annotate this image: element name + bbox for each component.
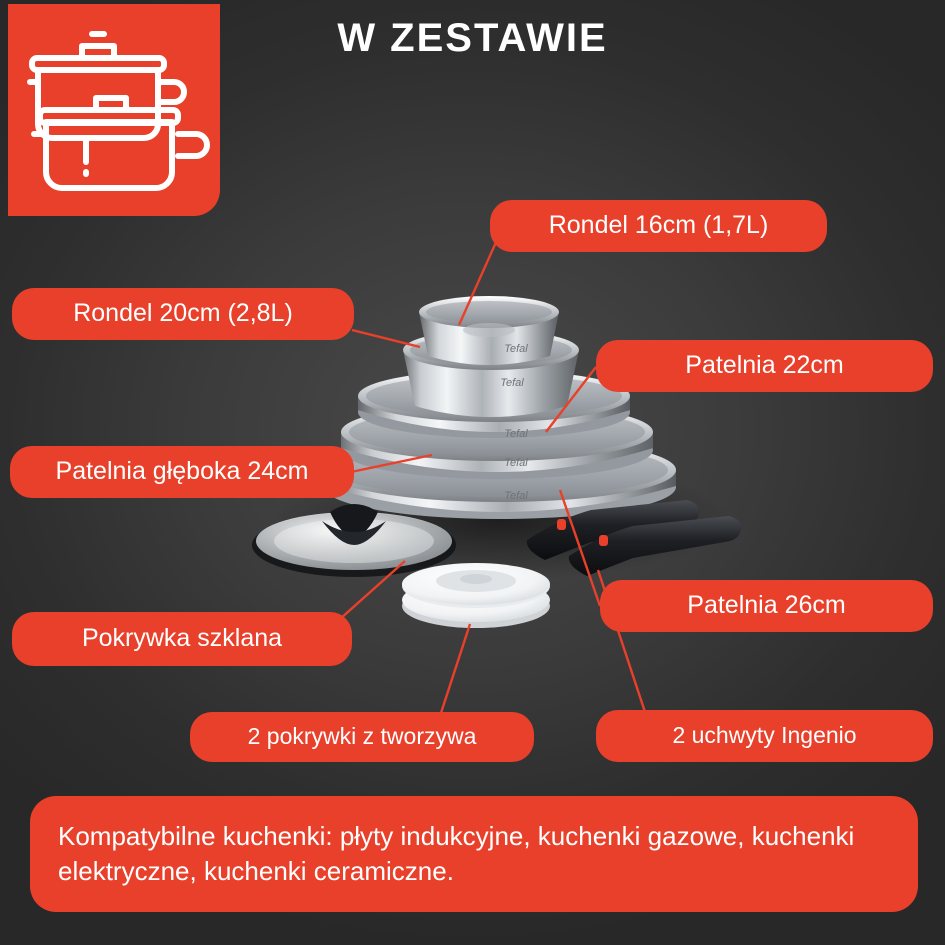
label-uchwyty-ingenio: [596, 710, 933, 762]
label-text: Rondel 16cm (1,7L): [548, 211, 769, 240]
brand-mark: Tefal: [504, 490, 528, 502]
label-patelnia-22: [596, 340, 933, 392]
page-title: W ZESTAWIE: [337, 16, 608, 60]
compatibility-note-text: Kompatybilne kuchenki: płyty indukcyjne, kuchenki gazowe, kuchenki elektryczne, kuchenki ceramiczne.: [58, 820, 855, 886]
label-text: Patelnia 22cm: [685, 351, 844, 380]
label-patelnia-gleboka-24: [10, 446, 354, 498]
label-text: Pokrywka szklana: [81, 624, 283, 653]
brand-mark: Tefal: [504, 428, 528, 440]
label-text: 2 pokrywki z tworzywa: [247, 723, 477, 750]
label-text: Patelnia głęboka 24cm: [55, 457, 309, 486]
label-rondel-20: [12, 288, 354, 340]
label-text: Patelnia 26cm: [687, 591, 846, 620]
label-pokrywka-szklana: [12, 612, 352, 666]
label-rondel-16: [490, 200, 827, 252]
label-pokrywki-tworzywa: [190, 712, 534, 762]
brand-mark: Tefal: [500, 377, 524, 389]
label-text: 2 uchwyty Ingenio: [672, 722, 857, 749]
label-text: Rondel 20cm (2,8L): [73, 299, 293, 328]
label-patelnia-26: [600, 580, 933, 632]
brand-mark: Tefal: [504, 343, 528, 355]
brand-mark: Tefal: [504, 457, 528, 469]
compatibility-note: [30, 796, 918, 912]
